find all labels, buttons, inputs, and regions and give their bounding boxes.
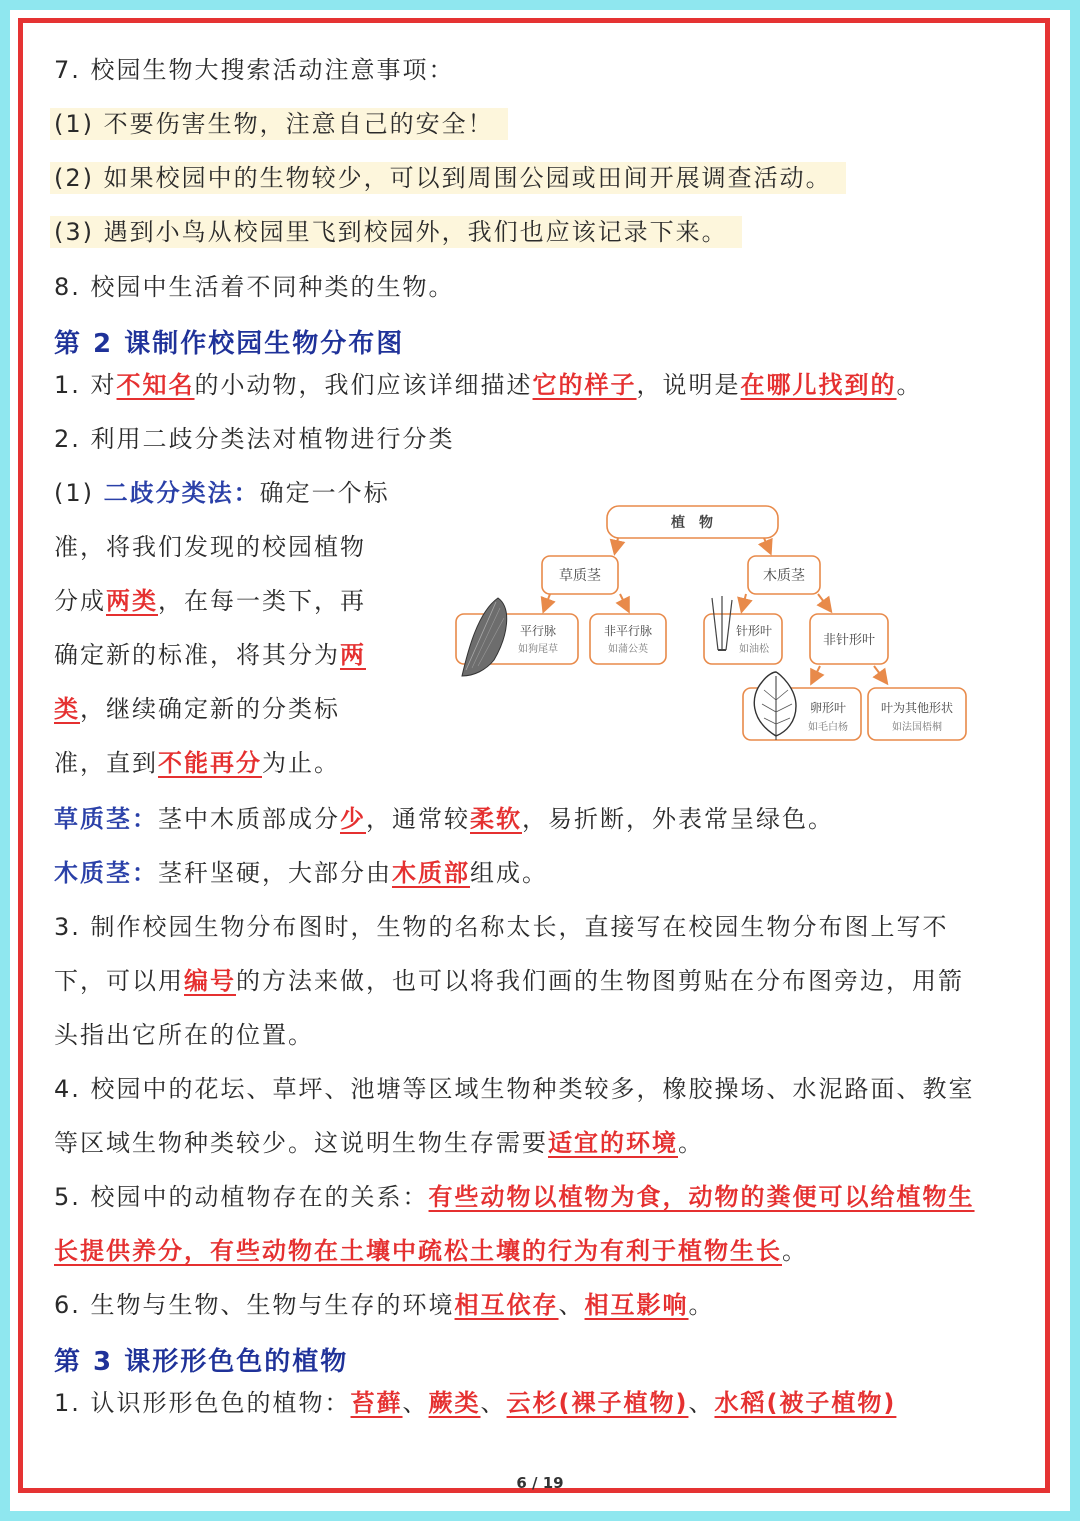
node-needle xyxy=(704,614,782,664)
method-line-6 xyxy=(54,746,340,780)
node-root-label: 植 物 xyxy=(671,515,713,531)
keyword-cannot-divide: 不能再分 xyxy=(158,749,262,777)
lesson2-p3-line-3: 头指出它所在的位置。 xyxy=(54,1021,314,1049)
text: 茎秆坚硬，大部分由 xyxy=(158,859,392,887)
keyword-where-found: 在哪儿找到的 xyxy=(740,371,897,399)
keyword-numbering: 编号 xyxy=(184,967,236,995)
text: 、 xyxy=(558,1291,585,1319)
arrow-nonneedle-ovate xyxy=(812,666,820,682)
lesson2-p4-line-1: 4. 校园中的花坛、草坪、池塘等区域生物种类较多，橡胶操场、水泥路面、教室 xyxy=(54,1075,975,1103)
text: ，易折断，外表常呈绿色。 xyxy=(522,805,834,833)
method-line-2: 准，将我们发现的校园植物 xyxy=(54,533,366,561)
lesson2-heading: 第 2 课制作校园生物分布图 xyxy=(54,329,405,359)
text: 5. 校园中的动植物存在的关系： xyxy=(54,1183,429,1211)
keyword-relationship-2: 长提供养分，有些动物在土壤中疏松土壤的行为有利于植物生长 xyxy=(54,1237,782,1265)
keyword-two: 两 xyxy=(340,641,366,669)
text: 准，直到 xyxy=(54,749,158,777)
node-nonneedle-label: 非针形叶 xyxy=(822,633,876,648)
highlight: (3) 遇到小鸟从校园里飞到校园外，我们也应该记录下来。 xyxy=(50,216,742,248)
lesson2-p2: 2. 利用二歧分类法对植物进行分类 xyxy=(54,425,455,453)
text: 、 xyxy=(480,1389,507,1417)
node-ovate-example: 如毛白杨 xyxy=(808,722,848,733)
lesson2-p5-line-2 xyxy=(54,1234,808,1268)
lesson2-p4-line-2 xyxy=(54,1126,704,1160)
node-nonparallel-example: 如蒲公英 xyxy=(608,644,648,655)
text: ，通常较 xyxy=(366,805,470,833)
arrow-wood-needle xyxy=(742,594,746,610)
lesson3-heading: 第 3 课形形色色的植物 xyxy=(54,1347,349,1377)
node-needle-example: 如油松 xyxy=(739,644,769,655)
keyword-interact: 相互影响 xyxy=(584,1291,689,1319)
text: 为止。 xyxy=(262,749,340,777)
text: 。 xyxy=(678,1129,704,1157)
keyword-spruce: 云杉(裸子植物) xyxy=(506,1389,689,1417)
text: ，说明是 xyxy=(636,371,741,399)
lesson2-p3-line-2 xyxy=(54,964,964,998)
node-needle-label: 针形叶 xyxy=(735,624,773,638)
highlight: (1) 不要伤害生物，注意自己的安全！ xyxy=(50,108,508,140)
lesson2-p6 xyxy=(54,1288,715,1322)
arrow-root-wood xyxy=(764,538,770,552)
keyword-class: 类 xyxy=(54,695,80,723)
node-parallel-label: 平行脉 xyxy=(519,624,557,638)
text: 1. 认识形形色色的植物： xyxy=(54,1389,351,1417)
method-line-4 xyxy=(54,638,366,672)
keyword-fern: 蕨类 xyxy=(428,1389,481,1417)
page-number: 6 / 19 xyxy=(516,1474,564,1492)
lesson2-p1 xyxy=(54,368,923,402)
text: 。 xyxy=(896,371,923,399)
wood-definition xyxy=(54,856,548,890)
text: 的小动物，我们应该详细描述 xyxy=(194,371,533,399)
method-line-1 xyxy=(54,476,390,510)
keyword-appearance: 它的样子 xyxy=(532,371,637,399)
text: 组成。 xyxy=(470,859,548,887)
item7-title: 7. 校园生物大搜索活动注意事项： xyxy=(54,56,455,84)
node-other-example: 如法国梧桐 xyxy=(892,722,942,733)
text: 确定新的标准，将其分为 xyxy=(54,641,340,669)
keyword-suitable-environment: 适宜的环境 xyxy=(548,1129,678,1157)
term-dichotomous: 二歧分类法： xyxy=(103,479,260,507)
text: 等区域生物种类较少。这说明生物生存需要 xyxy=(54,1129,548,1157)
item8: 8. 校园中生活着不同种类的生物。 xyxy=(54,273,455,301)
keyword-moss: 苔藓 xyxy=(350,1389,403,1417)
lesson2-p3-line-1: 3. 制作校园生物分布图时，生物的名称太长，直接写在校园生物分布图上写不 xyxy=(54,913,949,941)
node-nonparallel xyxy=(590,614,666,664)
text: 茎中木质部成分 xyxy=(158,805,340,833)
term-woody-stem: 木质茎： xyxy=(54,859,158,887)
keyword-rice: 水稻(被子植物) xyxy=(714,1389,897,1417)
text: 下，可以用 xyxy=(54,967,184,995)
keyword-xylem: 木质部 xyxy=(392,859,470,887)
lesson2-p5-line-1 xyxy=(54,1180,975,1214)
text: 。 xyxy=(782,1237,808,1265)
keyword-soft: 柔软 xyxy=(470,805,522,833)
node-herb-label: 草质茎 xyxy=(559,568,601,584)
text: 的方法来做，也可以将我们画的生物图剪贴在分布图旁边，用箭 xyxy=(236,967,964,995)
keyword-interdependent: 相互依存 xyxy=(454,1291,559,1319)
text: (1) xyxy=(54,479,104,507)
text: ，在每一类下，再 xyxy=(158,587,366,615)
term-herbaceous-stem: 草质茎： xyxy=(54,805,158,833)
item7-point-1 xyxy=(54,107,508,141)
item7-point-2 xyxy=(54,161,846,195)
herb-definition xyxy=(54,802,834,836)
keyword-two-classes: 两类 xyxy=(106,587,158,615)
text: 、 xyxy=(402,1389,429,1417)
node-wood-label: 木质茎 xyxy=(763,568,805,584)
node-nonparallel-label: 非平行脉 xyxy=(603,624,653,638)
node-parallel-example: 如狗尾草 xyxy=(518,644,558,655)
arrow-herb-nonparallel xyxy=(620,594,628,610)
text: ，继续确定新的分类标 xyxy=(80,695,340,723)
arrow-herb-parallel xyxy=(544,594,550,610)
node-other-label: 叶为其他形状 xyxy=(880,701,954,715)
arrow-root-herb xyxy=(615,538,618,552)
text: 6. 生物与生物、生物与生存的环境 xyxy=(54,1291,455,1319)
arrow-nonneedle-other xyxy=(874,666,886,682)
node-ovate-label: 卵形叶 xyxy=(809,701,847,715)
keyword-less: 少 xyxy=(340,805,366,833)
keyword-relationship-1: 有些动物以植物为食，动物的粪便可以给植物生 xyxy=(428,1183,975,1211)
lesson3-p1 xyxy=(54,1386,896,1420)
text: 、 xyxy=(688,1389,715,1417)
arrow-wood-nonneedle xyxy=(818,594,830,610)
item7-point-3 xyxy=(54,215,742,249)
text: 1. 对 xyxy=(54,371,117,399)
text: 。 xyxy=(688,1291,715,1319)
method-line-3 xyxy=(54,584,366,618)
method-line-5 xyxy=(54,692,340,726)
text: 分成 xyxy=(54,587,106,615)
dichotomous-key-diagram xyxy=(450,500,980,750)
text: 确定一个标 xyxy=(259,479,390,507)
highlight: (2) 如果校园中的生物较少，可以到周围公园或田间开展调查活动。 xyxy=(50,162,846,194)
keyword-unknown: 不知名 xyxy=(116,371,195,399)
